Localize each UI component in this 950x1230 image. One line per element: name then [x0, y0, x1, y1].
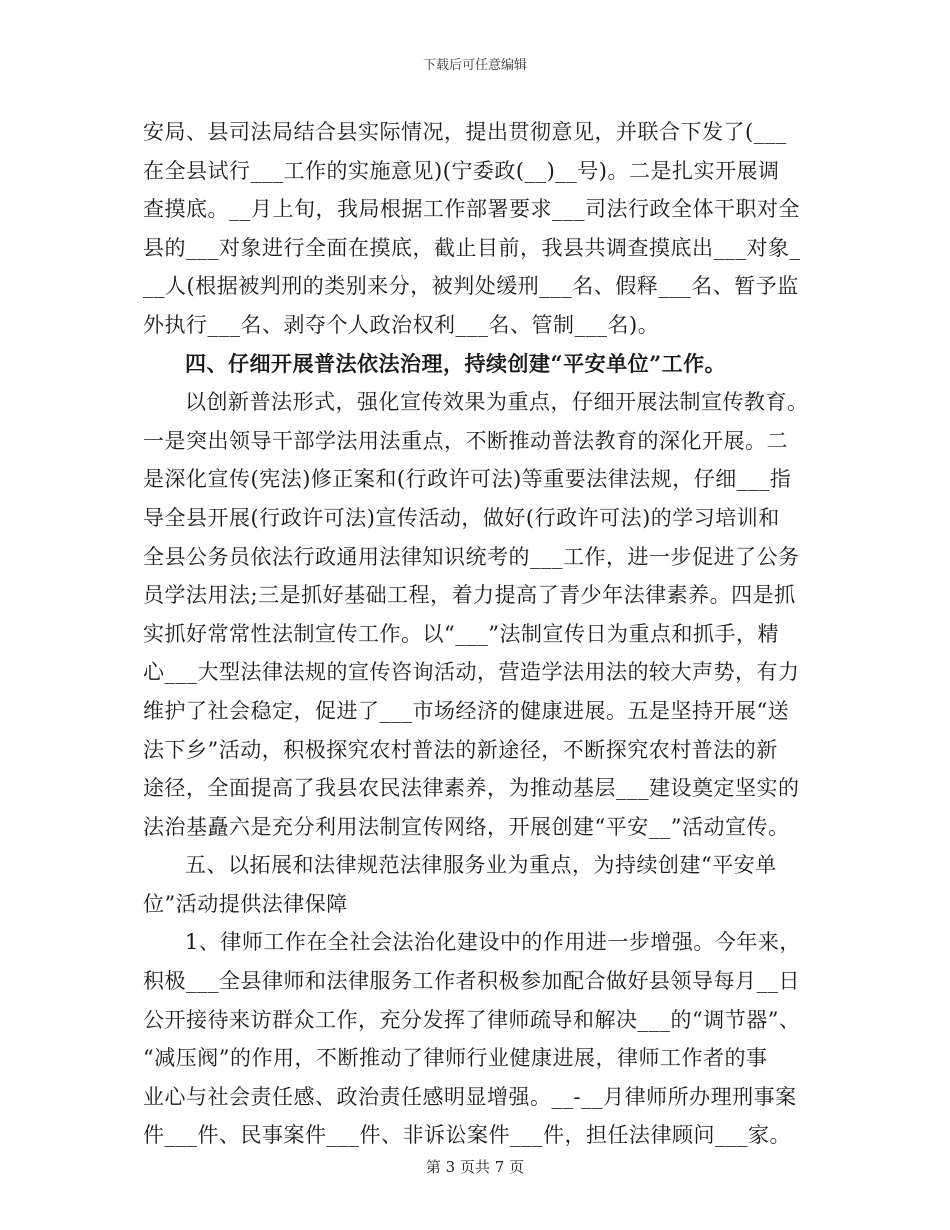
text-line: 1、律师工作在全社会法治化建设中的作用进一步增强。今年来，: [185, 930, 801, 955]
text-line: 在全县试行___工作的实施意见)(宁委政(__)__号)。二是扎实开展调: [143, 158, 780, 183]
text-line: 五、以拓展和法律规范法律服务业为重点，为持续创建“平安单: [185, 853, 777, 878]
text-line: __人(根据被判刑的类别来分，被判处缓刑___名、假释___名、暂予监: [143, 274, 799, 299]
section-heading: 四、仔细开展普法依法治理，持续创建“平安单位”工作。: [185, 350, 727, 376]
text-line: 件___件、民事案件___件、非诉讼案件___件，担任法律顾问___家。: [143, 1123, 791, 1148]
text-line: 全县公务员依法行政通用法律知识统考的___工作，进一步促进了公务: [143, 544, 800, 569]
text-line: 员学法用法;三是抓好基础工程，着力提高了青少年法律素养。四是抓: [143, 583, 796, 608]
text-line: 维护了社会稳定，促进了___市场经济的健康进展。五是坚持开展“送: [143, 698, 790, 723]
text-line: 以创新普法形式，强化宣传效果为重点，仔细开展法制宣传教育。: [185, 390, 809, 415]
text-line: 外执行___名、剥夺个人政治权利___名、管制___名)。: [143, 312, 660, 337]
text-line: 途径，全面提高了我县农民法律素养，为推动基层___建设奠定坚实的: [143, 776, 800, 801]
text-line: “减压阀”的作用，不断推动了律师行业健康进展，律师工作者的事: [143, 1046, 768, 1071]
text-line: 查摸底。__月上旬，我局根据工作部署要求___司法行政全体干职对全: [143, 197, 800, 222]
text-line: 积极___全县律师和法律服务工作者积极参加配合做好县领导每月__日: [143, 969, 800, 994]
text-line: 法下乡”活动，积极探究农村普法的新途径，不断探究农村普法的新: [143, 737, 778, 762]
text-line: 县的___对象进行全面在摸底，截止目前，我县共调查摸底出___对象_: [143, 235, 801, 260]
text-line: 心___大型法律法规的宣传咨询活动，营造学法用法的较大声势，有力: [143, 660, 800, 685]
text-line: 业心与社会责任感、政治责任感明显增强。__-__月律师所办理刑事案: [143, 1084, 797, 1109]
text-line: 法治基矗六是充分利用法制宣传网络，开展创建“平安__”活动宣传。: [143, 814, 790, 839]
text-line: 导全县开展(行政许可法)宣传活动，做好(行政许可法)的学习培训和: [143, 505, 780, 530]
page-header: 下载后可任意编辑: [422, 58, 527, 73]
text-line: 公开接待来访群众工作，充分发挥了律师疏导和解决___的“调节器”、: [143, 1007, 801, 1032]
text-line: 实抓好常常性法制宣传工作。以“___”法制宣传日为重点和抓手，精: [143, 621, 779, 646]
page-footer: 第 3 页共 7 页: [425, 1158, 525, 1176]
text-line: 位”活动提供法律保障: [143, 891, 348, 916]
text-line: 一是突出领导干部学法用法重点，不断推动普法教育的深化开展。二: [143, 428, 788, 453]
text-line: 安局、县司法局结合县实际情况，提出贯彻意见，并联合下发了(___: [143, 120, 787, 144]
text-line: 是深化宣传(宪法)修正案和(行政许可法)等重要法律法规，仔细___指: [143, 467, 792, 492]
document-body: [143, 113, 813, 1155]
